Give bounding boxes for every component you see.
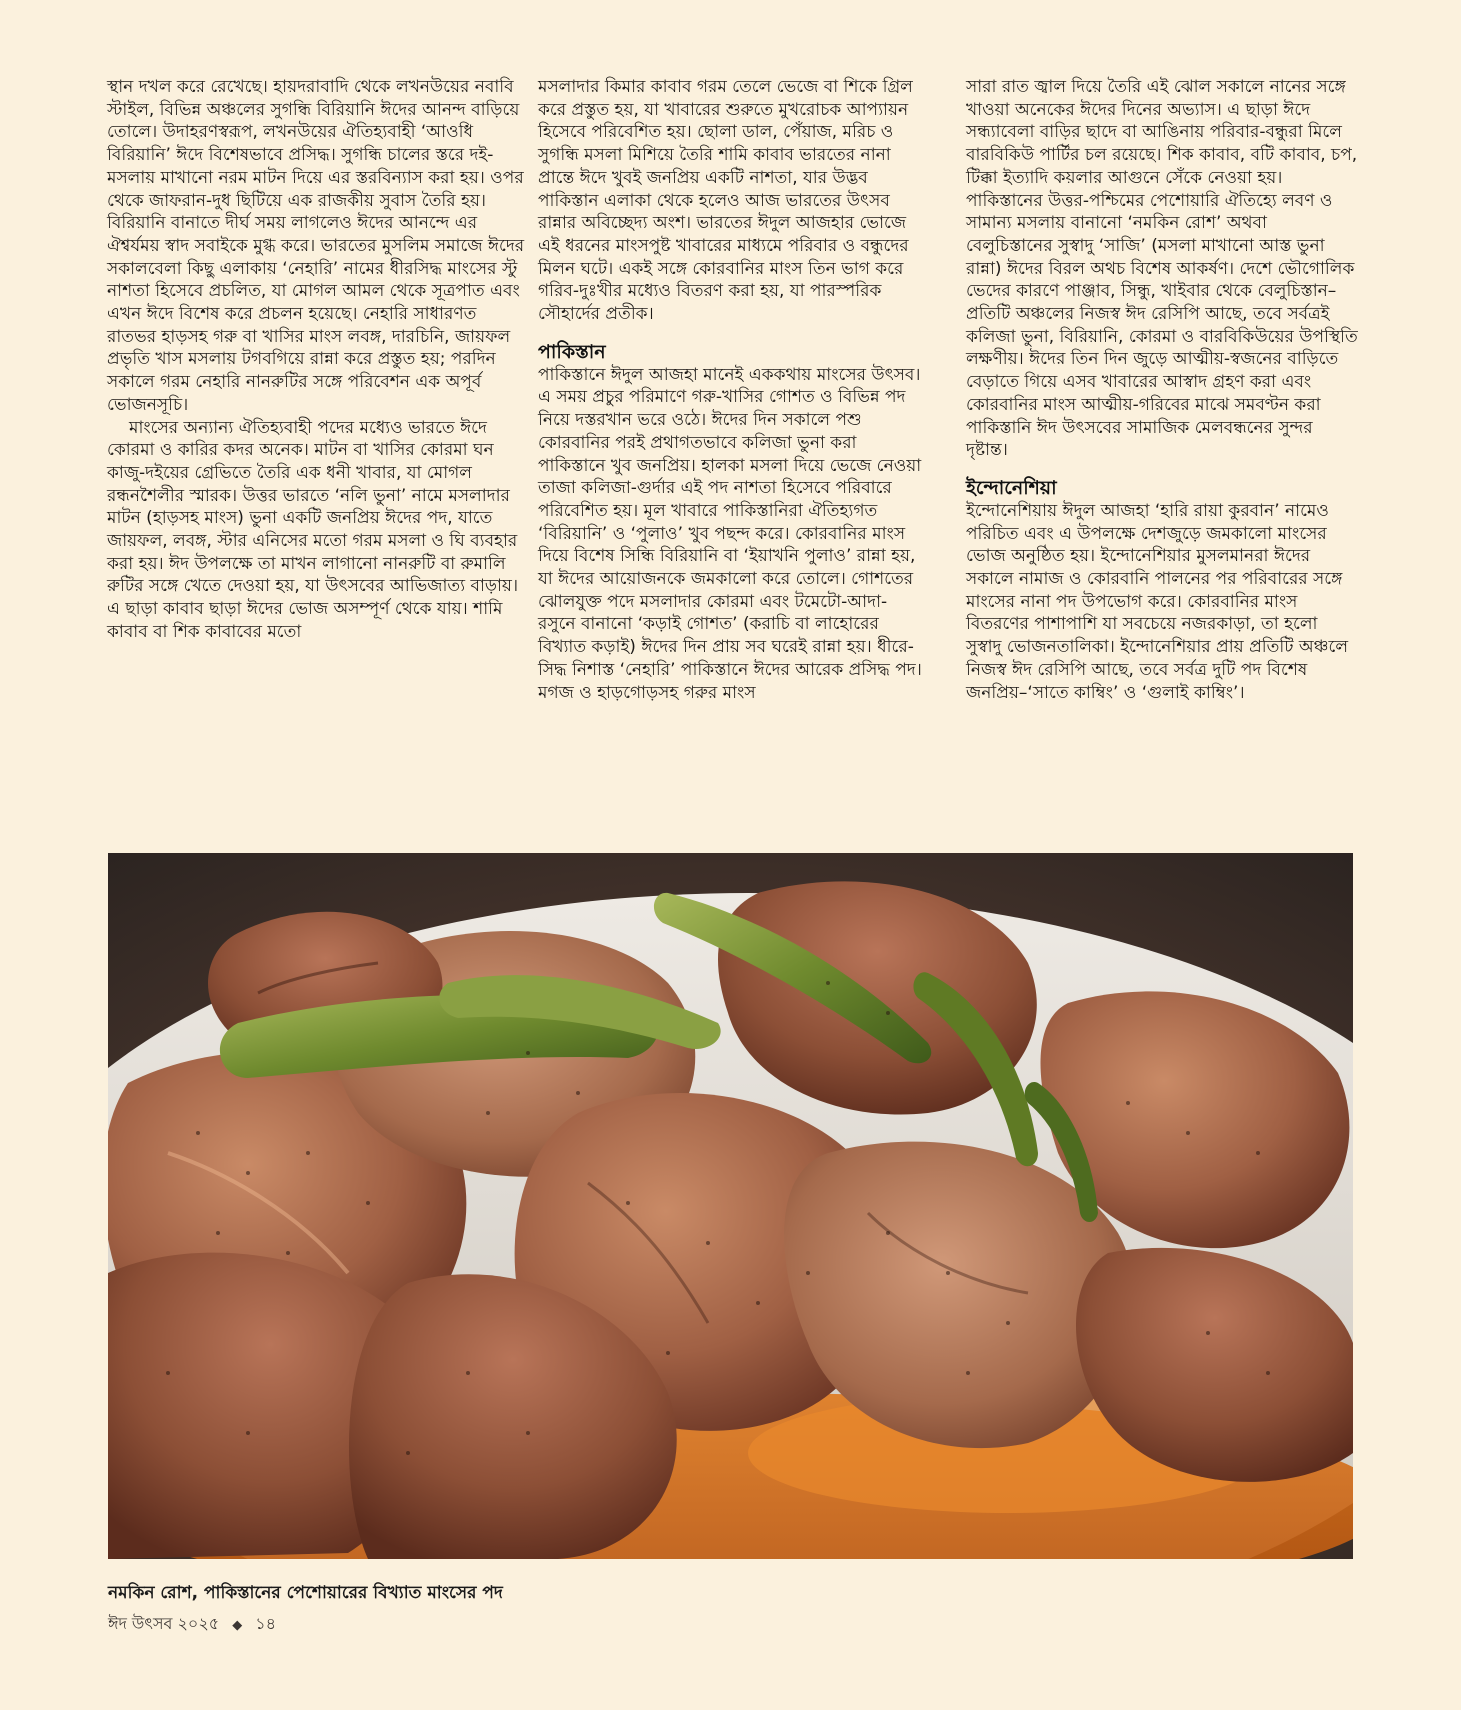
paragraph: ইন্দোনেশিয়ায় ঈদুল আজহা ‘হারি রায়া কুরবান’ নামেও পরিচিত এবং এ উপলক্ষে দেশজুড়ে জমকালো মাংসের ভোজ অনুষ্ঠিত হয়। ইন্দোনেশিয়ার মুসলমানরা ঈদের সকালে নামাজ ও কোরবানি পালনের পর পরিবারের সঙ্গে মাংসের নানা পদ উপভোগ করে। কোরবানির মাংস বিতরণের পাশাপাশি যা সবচেয়ে নজরকাড়া, তা হলো সুস্বাদু ভোজনতালিকা। ইন্দোনেশিয়ার প্রায় প্রতিটি অঞ্চলে নিজস্ব ঈদ রেসিপি আছে, তবে সর্বত্র দুটি পদ বিশেষ জনপ্রিয়–‘সাতে কাম্বিং’ ও ‘গুলাই কাম্বিং’। bbox=[966, 500, 1349, 703]
food-photo-illustration bbox=[108, 853, 1353, 1559]
paragraph: স্থান দখল করে রেখেছে। হায়দরাবাদি থেকে লখনউয়ের নবাবি স্টাইল, বিভিন্ন অঞ্চলের সুগন্ধি বিরিয়ানি ঈদের আনন্দ বাড়িয়ে তোলে। উদাহরণস্বরূপ, লখনউয়ের ঐতিহ্যবাহী ‘আওধি বিরিয়ানি’ ঈদে বিশেষভাবে প্রসিদ্ধ। সুগন্ধি চালের স্তরে দই-মসলায় মাখানো নরম মাটন দিয়ে এর স্তরবিন্যাস করা হয়। ওপর থেকে জাফরান-দুধ ছিটিয়ে এক রাজকীয় সুবাস তৈরি হয়। বিরিয়ানি বানাতে দীর্ঘ সময় লাগলেও ঈদের আনন্দে এর ঐশ্বর্যময় স্বাদ সবাইকে মুগ্ধ করে। ভারতের মুসলিম সমাজে ঈদের সকালবেলা কিছু এলাকায় ‘নেহারি’ নামের ধীরসিদ্ধ মাংসের স্টু নাশতা হিসেবে প্রচলিত, যা মোগল আমল থেকে সূত্রপাত এবং এখন ঈদে বিশেষ করে প্রচলন হয়েছে। নেহারি সাধারণত রাতভর হাড়সহ গরু বা খাসির মাংস লবঙ্গ, দারচিনি, জায়ফল প্রভৃতি খাস মসলায় টগবগিয়ে রান্না করে প্রস্তুত হয়; পরদিন সকালে গরম নেহারি নানরুটির সঙ্গে পরিবেশন এক অপূর্ব ভোজনসূচি। bbox=[107, 77, 525, 415]
photo-caption: নমকিন রোশ, পাকিস্তানের পেশোয়ারের বিখ্যাত মাংসের পদ bbox=[108, 1583, 503, 1603]
article-column-1 bbox=[107, 76, 527, 644]
paragraph: পাকিস্তানে ঈদুল আজহা মানেই এককথায় মাংসের উৎসব। এ সময় প্রচুর পরিমাণে গরু-খাসির গোশত ও বিভিন্ন পদ নিয়ে দস্তরখান ভরে ওঠে। ঈদের দিন সকালে পশু কোরবানির পরই প্রথাগতভাবে কলিজা ভুনা করা পাকিস্তানে খুব জনপ্রিয়। হালকা মসলা দিয়ে ভেজে নেওয়া তাজা কলিজা-গুর্দার এই পদ নাশতা হিসেবে পরিবারে পরিবেশিত হয়। মূল খাবারে পাকিস্তানিরা ঐতিহ্যগত ‘বিরিয়ানি’ ও ‘পুলাও’ খুব পছন্দ করে। কোরবানির মাংস দিয়ে বিশেষ সিন্ধি বিরিয়ানি বা ‘ইয়াখনি পুলাও’ রান্না হয়, যা ঈদের আয়োজনকে জমকালো করে তোলে। গোশতের ঝোলযুক্ত পদে মসলাদার কোরমা এবং টমেটো-আদা-রসুনে বানানো ‘কড়াই গোশত’ (করাচি বা লাহোরের বিখ্যাত কড়াই) ঈদের দিন প্রায় সব ঘরেই রান্না হয়। ধীরে-সিদ্ধ নিশাস্ত ‘নেহারি’ পাকিস্তানে ঈদের আরেক প্রসিদ্ধ পদ। মগজ ও হাড়গোড়সহ গরুর মাংস bbox=[538, 364, 922, 703]
paragraph: মাংসের অন্যান্য ঐতিহ্যবাহী পদের মধ্যেও ভারতে ঈদে কোরমা ও কারির কদর অনেক। মাটন বা খাসির কোরমা ঘন কাজু-দইয়ের গ্রেভিতে তৈরি এক ধনী খাবার, যা মোগল রন্ধনশৈলীর স্মারক। উত্তর ভারতে ‘নলি ভুনা’ নামে মসলাদার মাটন (হাড়সহ মাংস) ভুনা একটি জনপ্রিয় ঈদের পদ, যাতে জায়ফল, লবঙ্গ, স্টার এনিসের মতো গরম মসলা ও ঘি ব্যবহার করা হয়। ঈদ উপলক্ষে তা মাখন লাগানো নানরুটি বা রুমালি রুটির সঙ্গে খেতে দেওয়া হয়, যা উৎসবের আভিজাত্য বাড়ায়। এ ছাড়া কাবাব ছাড়া ঈদের ভোজ অসম্পূর্ণ থেকে যায়। শামি কাবাব বা শিক কাবাবের মতো bbox=[107, 417, 519, 642]
paragraph: মসলাদার কিমার কাবাব গরম তেলে ভেজে বা শিকে গ্রিল করে প্রস্তুত হয়, যা খাবারের শুরুতে মুখরোচক আপ্যায়ন হিসেবে পরিবেশিত হয়। ছোলা ডাল, পেঁয়াজ, মরিচ ও সুগন্ধি মসলা মিশিয়ে তৈরি শামি কাবাব ভারতের নানা প্রান্তে ঈদে খুবই জনপ্রিয় একটি নাশতা, যার উদ্ভব পাকিস্তান এলাকা থেকে হলেও আজ ভারতের উৎসব রান্নার অবিচ্ছেদ্য অংশ। ভারতের ঈদুল আজহার ভোজে এই ধরনের মাংসপুষ্ট খাবারের মাধ্যমে পরিবার ও বন্ধুদের মিলন ঘটে। একই সঙ্গে কোরবানির মাংস তিন ভাগ করে গরিব-দুঃখীর মধ্যেও বিতরণ করা হয়, যা পারস্পরিক সৌহার্দের প্রতীক। bbox=[538, 77, 913, 325]
article-column-2 bbox=[538, 76, 923, 704]
diamond-icon: ◆ bbox=[232, 1618, 243, 1633]
page-footer bbox=[108, 1611, 276, 1638]
food-photo bbox=[108, 853, 1353, 1559]
publication-name: ঈদ উৎসব ২০২৫ bbox=[108, 1614, 220, 1633]
article-column-3 bbox=[966, 76, 1358, 704]
section-heading-pakistan: পাকিস্তান bbox=[538, 340, 606, 363]
paragraph: সারা রাত জ্বাল দিয়ে তৈরি এই ঝোল সকালে নানের সঙ্গে খাওয়া অনেকের ঈদের দিনের অভ্যাস। এ ছাড়া ঈদে সন্ধ্যাবেলা বাড়ির ছাদে বা আঙিনায় পরিবার-বন্ধুরা মিলে বারবিকিউ পার্টির চল রয়েছে। শিক কাবাব, বটি কাবাব, চপ, টিক্কা ইত্যাদি কয়লার আগুনে সেঁকে নেওয়া হয়। পাকিস্তানের উত্তর-পশ্চিমের পেশোয়ারি ঐতিহ্যে লবণ ও সামান্য মসলায় বানানো ‘নমকিন রোশ’ অথবা বেলুচিস্তানের সুস্বাদু ‘সাজি’ (মসলা মাখানো আস্ত ভুনা রান্না) ঈদের বিরল অথচ বিশেষ আকর্ষণ। দেশে ভৌগোলিক ভেদের কারণে পাঞ্জাব, সিন্ধু, খাইবার থেকে বেলুচিস্তান–প্রতিটি অঞ্চলের নিজস্ব ঈদ রেসিপি আছে, তবে সর্বত্রই কলিজা ভুনা, বিরিয়ানি, কোরমা ও বারবিকিউয়ের উপস্থিতি লক্ষণীয়। ঈদের তিন দিন জুড়ে আত্মীয়-স্বজনের বাড়িতে বেড়াতে গিয়ে এসব খাবারের আস্বাদ গ্রহণ করা এবং কোরবানির মাংস আত্মীয়-গরিবের মাঝে সমবণ্টন করা পাকিস্তানি ঈদ উৎসবের সামাজিক মেলবন্ধনের সুন্দর দৃষ্টান্ত। bbox=[966, 77, 1358, 461]
page-number: ১৪ bbox=[255, 1614, 277, 1633]
section-heading-indonesia: ইন্দোনেশিয়া bbox=[966, 476, 1057, 499]
